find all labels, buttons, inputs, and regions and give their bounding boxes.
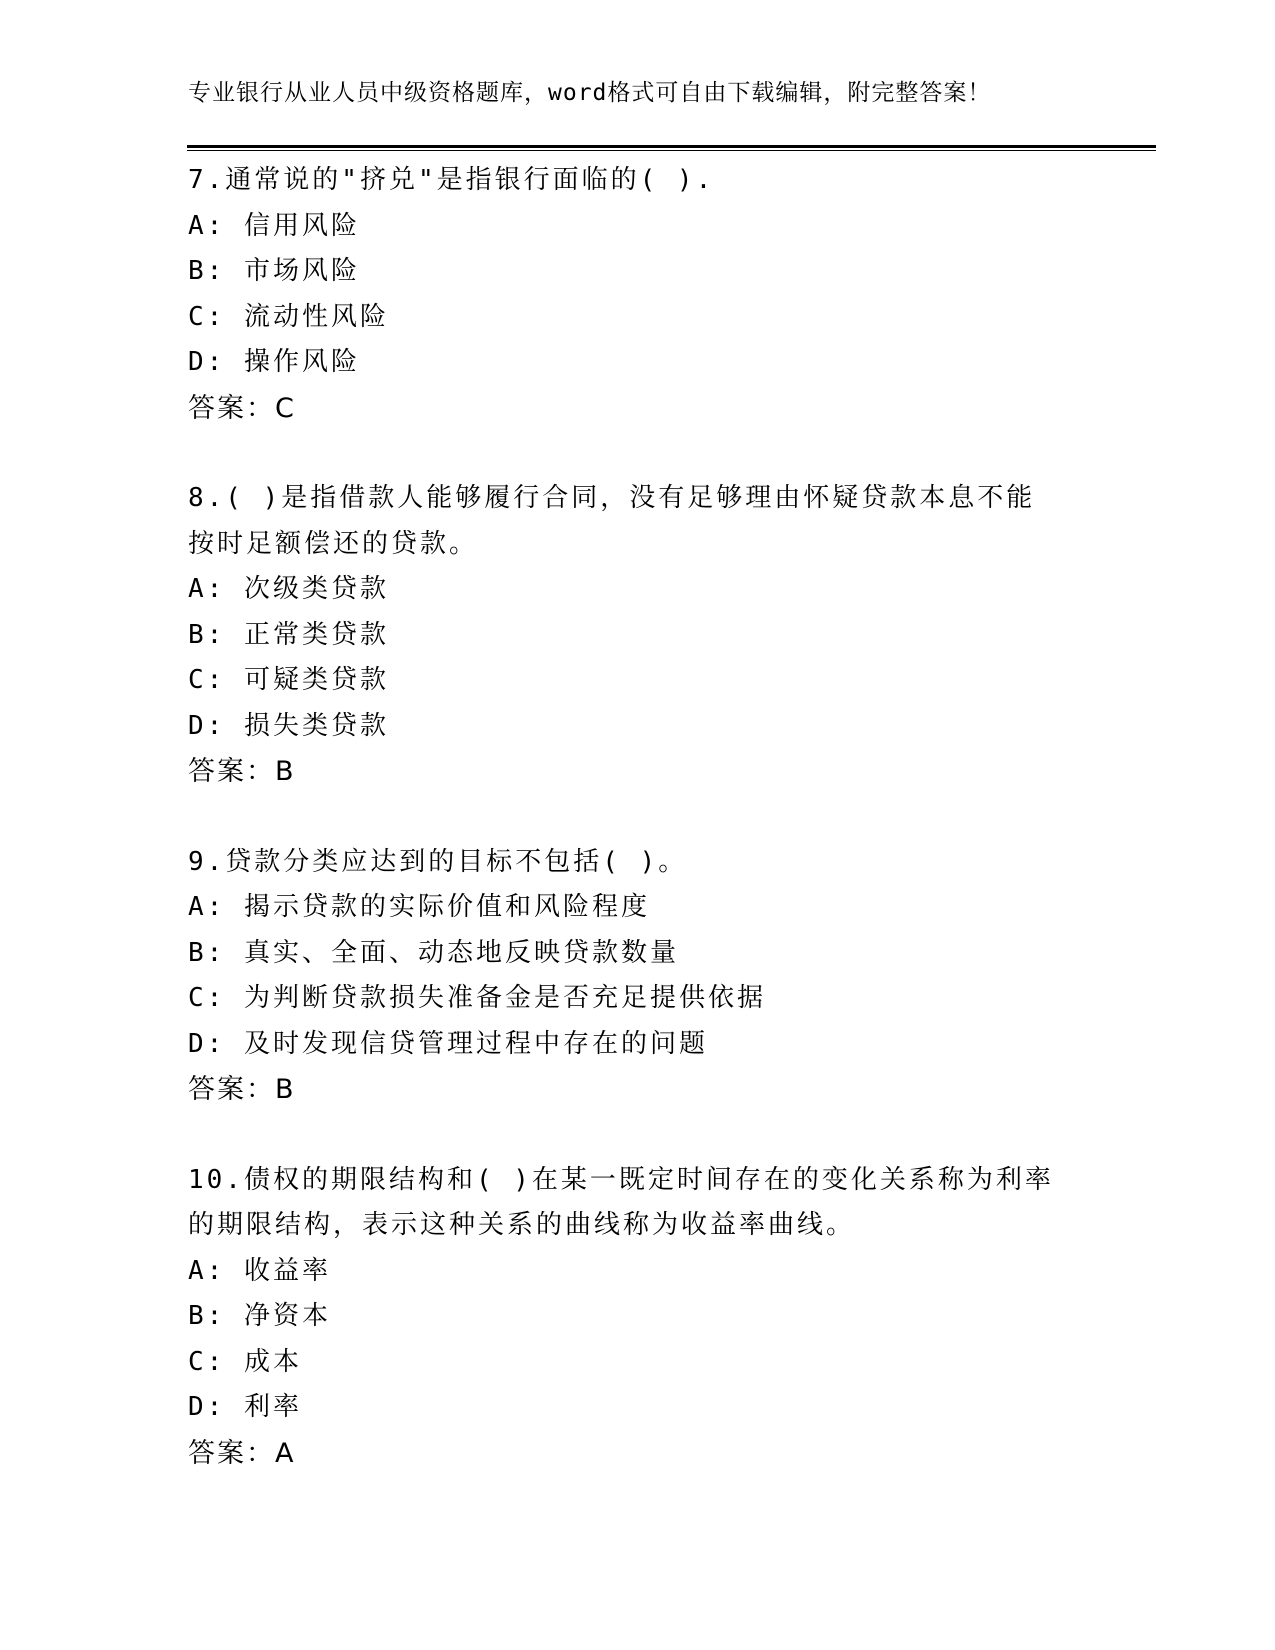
option-c: C: 成本 [188, 1346, 302, 1377]
option-a: A: 信用风险 [188, 210, 360, 241]
option-d: D: 利率 [188, 1392, 302, 1422]
option-a: A: 次级类贷款 [188, 574, 389, 604]
header-divider [187, 145, 1156, 151]
option-d: D: 损失类贷款 [188, 710, 389, 741]
question-9 [188, 840, 1088, 1113]
question-list [188, 158, 1088, 1521]
question-stem: 8.( )是指借款人能够履行合同，没有足够理由怀疑贷款本息不能 [188, 483, 1036, 513]
answer: 答案：A [188, 1437, 296, 1469]
option-a: A: 揭示贷款的实际价值和风险程度 [188, 892, 650, 922]
option-c: C: 可疑类贷款 [188, 665, 389, 695]
answer: 答案：C [188, 392, 296, 424]
option-c: C: 为判断贷款损失准备金是否充足提供依据 [188, 983, 766, 1013]
question-8 [188, 476, 1088, 795]
option-b: B: 真实、全面、动态地反映贷款数量 [188, 937, 679, 968]
question-stem-continued: 按时足额偿还的贷款。 [188, 528, 479, 559]
question-stem: 7.通常说的"挤兑"是指银行面临的( ). [188, 165, 715, 195]
option-b: B: 正常类贷款 [188, 619, 389, 650]
option-b: B: 净资本 [188, 1301, 331, 1331]
page-header: 专业银行从业人员中级资格题库，word格式可自由下载编辑，附完整答案！ [188, 80, 992, 106]
answer: 答案：B [188, 756, 296, 787]
question-stem-continued: 的期限结构，表示这种关系的曲线称为收益率曲线。 [188, 1210, 856, 1240]
option-d: D: 操作风险 [188, 347, 360, 377]
question-stem: 10.债权的期限结构和( )在某一既定时间存在的变化关系称为利率 [188, 1164, 1054, 1195]
option-c: C: 流动性风险 [188, 301, 389, 332]
answer: 答案：B [188, 1074, 296, 1105]
option-d: D: 及时发现信贷管理过程中存在的问题 [188, 1028, 708, 1059]
option-a: A: 收益率 [188, 1255, 331, 1286]
option-b: B: 市场风险 [188, 256, 360, 286]
question-7 [188, 158, 1088, 431]
question-10 [188, 1158, 1088, 1477]
question-stem: 9.贷款分类应达到的目标不包括( )。 [188, 846, 688, 877]
